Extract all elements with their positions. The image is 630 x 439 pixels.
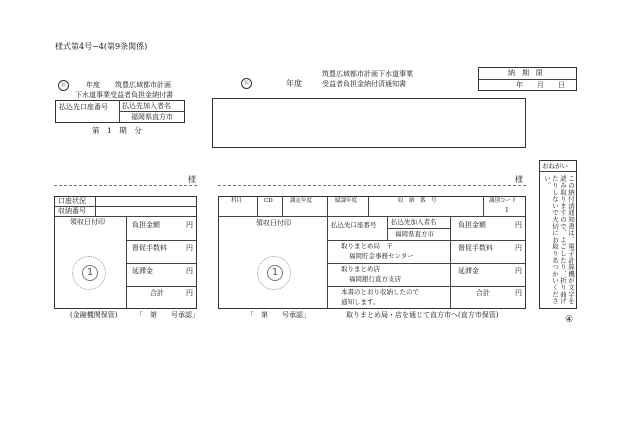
right-payer-no-label: 払込先口座番号 bbox=[331, 221, 377, 229]
seal-mark-right: 公 bbox=[241, 78, 252, 89]
torimatome-value: 福岡貯金事務センター bbox=[349, 252, 414, 260]
right-yen-3: 円 bbox=[515, 267, 522, 275]
middle-footer: 「 第 号承認」 bbox=[247, 311, 310, 319]
torimatome-store-label: 取りまとめ店 bbox=[341, 265, 380, 273]
hdr-id-code: 識別コード bbox=[489, 198, 517, 204]
address-box bbox=[212, 98, 526, 148]
left-yen-1: 円 bbox=[186, 221, 193, 229]
right-name-line bbox=[218, 185, 526, 186]
right-subscriber-label: 払込先加入者名 bbox=[391, 218, 437, 226]
id-code-value: 1 bbox=[505, 207, 509, 214]
left-account-status: 口座状況 bbox=[58, 197, 86, 205]
right-row-futan: 負担金額 bbox=[458, 221, 486, 229]
hdr-kamoku: 科目 bbox=[231, 198, 243, 204]
notice-line2: 通知します。 bbox=[341, 298, 380, 306]
left-yen-3: 円 bbox=[186, 267, 193, 275]
left-sama: 様 bbox=[188, 175, 196, 184]
left-title-line2: 下水道事業受益者負担金納付書 bbox=[75, 91, 173, 99]
due-date: 年 月 日 bbox=[516, 81, 565, 89]
right-footer: 取りまとめ局・店を通じて直方市へ(直方市保管) bbox=[346, 311, 499, 319]
left-period: 第 1 期 分 bbox=[92, 126, 142, 135]
left-yen-2: 円 bbox=[186, 244, 193, 252]
right-sama: 様 bbox=[515, 175, 523, 184]
right-yen-4: 円 bbox=[515, 289, 522, 297]
hdr-fuka-year: 賦課年度 bbox=[335, 198, 358, 204]
middle-receipt-stamp bbox=[257, 256, 291, 290]
left-row-futan: 負担金額 bbox=[132, 221, 160, 229]
left-title-line1: 筑豊広域都市計画 bbox=[115, 81, 171, 89]
hdr-cd: CD bbox=[264, 198, 273, 204]
left-subscriber-label: 払込先加入者名 bbox=[122, 102, 171, 110]
left-payer-no-label: 払込先口座番号 bbox=[59, 103, 108, 111]
notice-title: おねがい bbox=[542, 162, 568, 170]
left-row-tokusoku: 督促手数料 bbox=[132, 244, 167, 252]
hdr-receipt-no: 収 納 番 号 bbox=[398, 198, 437, 204]
right-row-tokusoku: 督促手数料 bbox=[458, 244, 493, 252]
notice-line1: 本書のとおり収納したので bbox=[341, 288, 419, 296]
left-yen-4: 円 bbox=[186, 289, 193, 297]
middle-footer-left: 「 第 号承認」 bbox=[136, 311, 199, 319]
seal-mark-left: 公 bbox=[58, 80, 69, 91]
left-receipt-date: 領収日付印 bbox=[70, 218, 105, 226]
due-label: 納 期 限 bbox=[508, 69, 543, 77]
left-row-total: 合計 bbox=[150, 289, 164, 297]
right-row-entai: 延滞金 bbox=[458, 267, 479, 275]
right-yen-1: 円 bbox=[515, 221, 522, 229]
hdr-chotei-year: 調定年度 bbox=[290, 198, 313, 204]
right-row-total: 合計 bbox=[476, 289, 490, 297]
middle-receipt-date: 領収日付印 bbox=[256, 219, 291, 227]
left-receipt-no: 収納番号 bbox=[58, 207, 86, 215]
left-receipt-stamp bbox=[72, 256, 106, 290]
left-subscriber-value: 福岡県直方市 bbox=[131, 113, 173, 121]
notice-body: この納付済通知書は、電子計算機が文字を読み取りますので、よごしたり、折り曲げたりしないで大切にお取りあつかいください。 bbox=[543, 175, 575, 305]
right-yen-2: 円 bbox=[515, 244, 522, 252]
left-footer: (金融機関保管) bbox=[70, 311, 118, 319]
right-subscriber-value: 福岡県直方市 bbox=[395, 230, 434, 238]
left-year: 年度 bbox=[86, 81, 100, 89]
right-title-line2: 受益者負担金納付済通知書 bbox=[322, 80, 406, 88]
left-row-entai: 延滞金 bbox=[132, 267, 153, 275]
torimatome-label: 取りまとめ局 〒 bbox=[341, 242, 393, 250]
form-number: 様式第4号−4(第9条関係) bbox=[55, 42, 148, 51]
middle-stamp-number: 1 bbox=[267, 265, 283, 281]
page-mark: ④ bbox=[565, 315, 574, 325]
right-year: 年度 bbox=[286, 79, 302, 88]
torimatome-store-value: 福岡銀行直方支店 bbox=[349, 275, 401, 283]
left-name-line bbox=[54, 185, 197, 186]
right-title-line1: 筑豊広域都市計画下水道事業 bbox=[322, 70, 413, 78]
left-stamp-number: 1 bbox=[82, 265, 98, 281]
